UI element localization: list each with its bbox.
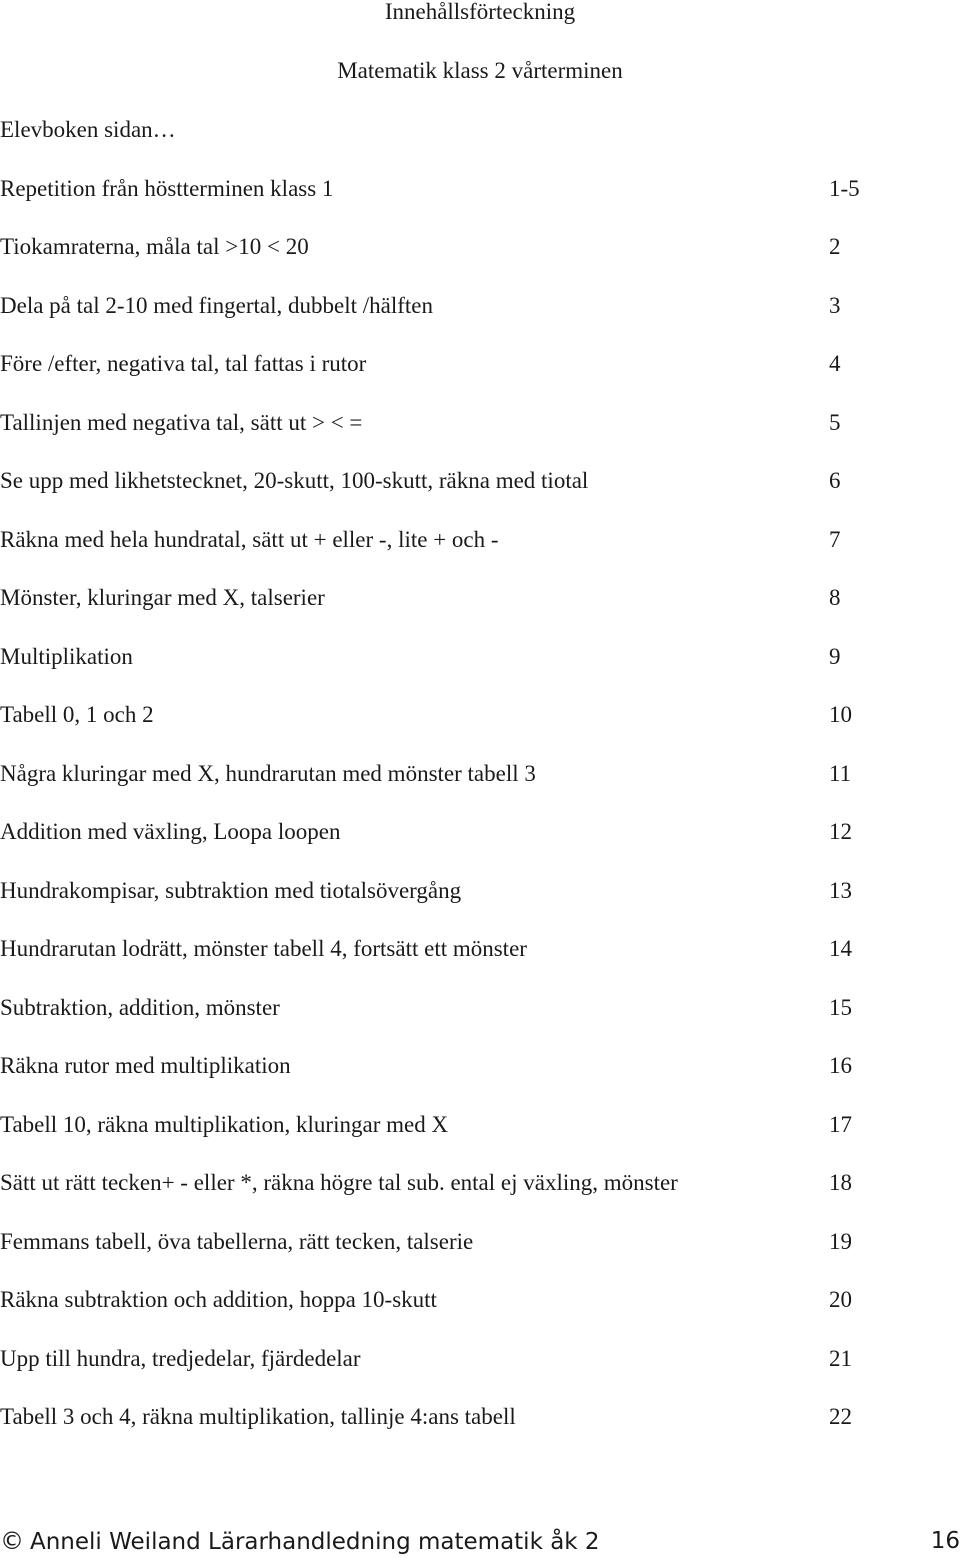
toc-entry-text: Tabell 0, 1 och 2 [0,702,154,727]
toc-row [0,526,960,585]
toc-row [0,701,960,760]
toc-row [0,994,960,1053]
toc-entry-page: 22 [829,1404,852,1429]
footer-credit-block [0,1526,600,1557]
toc-entry-text: Repetition från höstterminen klass 1 [0,175,334,201]
toc-entry-text: Hundrarutan lodrätt, mönster tabell 4, fortsätt ett mönster [0,936,527,961]
toc-row [0,584,960,643]
footer-page-number: 16 [930,1528,960,1554]
toc-entry-text: Sätt ut rätt tecken+ - eller *, räkna högre tal sub. ental ej växling, mönster [0,1170,678,1195]
toc-entry-text: Räkna med hela hundratal, sätt ut + eller -, lite + och - [0,526,499,552]
toc-entry-page: 20 [829,1287,852,1312]
toc-row [0,1345,960,1404]
toc-entry-text: Femmans tabell, öva tabellerna, rätt tecken, talserie [0,1228,474,1254]
toc-entry-page: 2 [829,234,841,259]
toc-entry-text: Före /efter, negativa tal, tal fattas i rutor [0,351,367,376]
toc-entry-text: Se upp med likhetstecknet, 20-skutt, 100-skutt, räkna med tiotal [0,468,589,493]
toc-entry-text: Tallinjen med negativa tal, sätt ut > < = [0,409,363,435]
toc-entry-page: 8 [829,585,841,610]
toc-entry-page: 14 [829,936,852,961]
toc-row [0,1228,960,1287]
toc-entry-text: Multiplikation [0,643,133,669]
toc-entry-text: Addition med växling, Loopa loopen [0,819,341,844]
toc-row [0,877,960,936]
toc-entry-page: 6 [829,468,841,493]
toc-entry-text: Tabell 3 och 4, räkna multiplikation, tallinje 4:ans tabell [0,1404,516,1429]
toc-row [0,1169,960,1228]
toc-row [0,1052,960,1111]
table-of-contents [0,175,960,1462]
toc-entry-page: 21 [829,1345,852,1371]
document-subtitle: Matematik klass 2 vårterminen [337,58,623,83]
toc-row [0,292,960,351]
toc-row [0,643,960,702]
toc-row [0,175,960,234]
toc-entry-page: 11 [829,760,852,786]
toc-row [0,409,960,468]
toc-entry-page: 16 [829,1053,852,1078]
toc-row [0,818,960,877]
document-title: Innehållsförteckning [384,0,576,24]
toc-row [0,350,960,409]
toc-entry-text: Subtraktion, addition, mönster [0,994,280,1020]
toc-row [0,233,960,292]
toc-entry-text: Räkna rutor med multiplikation [0,1053,291,1078]
toc-entry-text: Upp till hundra, tredjedelar, fjärdedelar [0,1345,361,1371]
page-footer [0,1526,960,1558]
toc-entry-text: Hundrakompisar, subtraktion med tiotalsövergång [0,877,462,903]
toc-entry-page: 7 [829,526,841,552]
toc-entry-text: Räkna subtraktion och addition, hoppa 10-skutt [0,1287,437,1312]
toc-entry-page: 3 [829,292,841,318]
toc-entry-page: 15 [829,994,852,1020]
toc-entry-page: 10 [829,702,852,727]
toc-entry-page: 13 [829,877,852,903]
toc-entry-page: 12 [829,819,852,844]
toc-entry-text: Tiokamraterna, måla tal >10 < 20 [0,234,309,259]
toc-entry-text: Några kluringar med X, hundrarutan med mönster tabell 3 [0,760,536,786]
toc-entry-text: Mönster, kluringar med X, talserier [0,585,325,610]
toc-row [0,1403,960,1462]
toc-row [0,935,960,994]
toc-entry-page: 19 [829,1228,852,1254]
intro-text: Elevboken sidan… [0,117,176,142]
toc-entry-text: Tabell 10, räkna multiplikation, kluringar med X [0,1111,449,1137]
toc-row [0,1111,960,1170]
toc-entry-text: Dela på tal 2-10 med fingertal, dubbelt /hälften [0,292,434,318]
toc-row [0,760,960,819]
toc-entry-page: 5 [829,409,841,435]
toc-row [0,467,960,526]
copyright-icon: © [0,1527,24,1555]
toc-entry-page: 9 [829,643,841,669]
toc-entry-page: 18 [829,1170,852,1195]
footer-credit: Anneli Weiland Lärarhandledning matematik åk 2 [30,1529,600,1555]
toc-entry-page: 4 [829,351,841,376]
toc-entry-page: 17 [829,1111,852,1137]
toc-entry-page: 1-5 [829,175,860,201]
toc-row [0,1286,960,1345]
